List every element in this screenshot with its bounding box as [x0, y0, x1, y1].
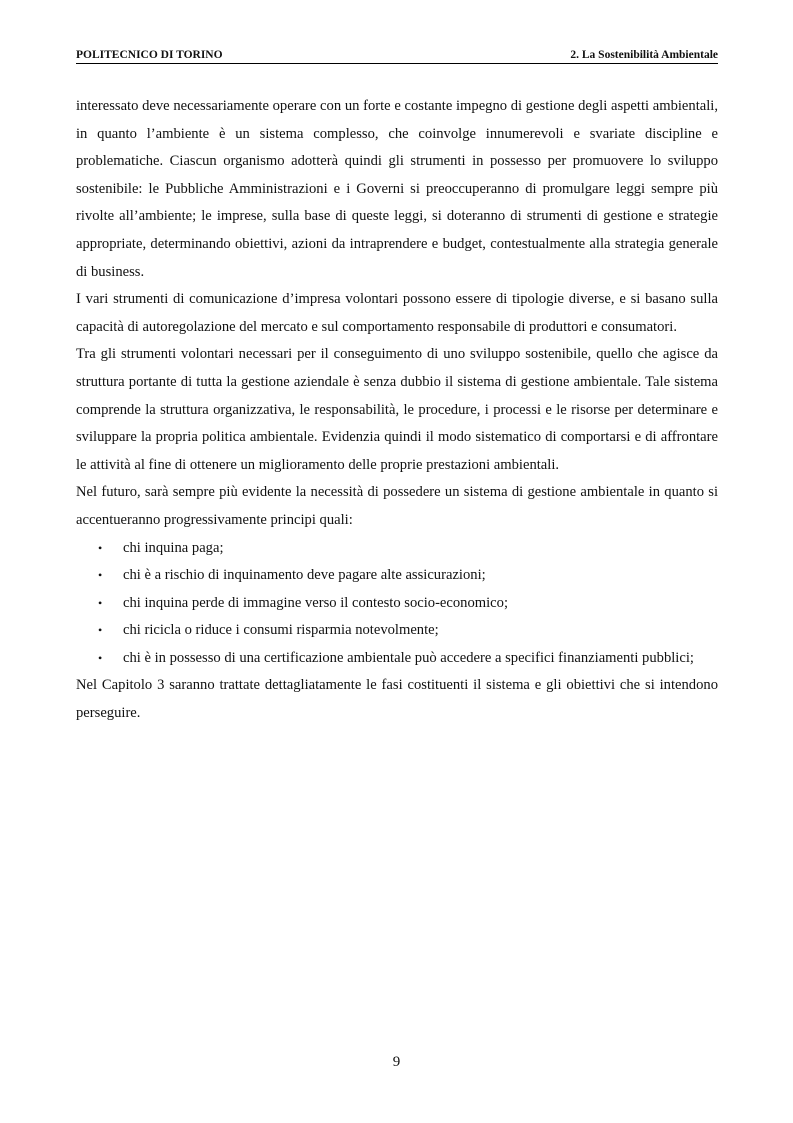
- list-item: [76, 617, 718, 645]
- list-item-text: chi ricicla o riduce i consumi risparmia notevolmente;: [123, 622, 439, 639]
- bullet-icon: •: [98, 568, 103, 583]
- list-item-text: chi è a rischio di inquinamento deve pagare alte assicurazioni;: [123, 567, 486, 584]
- paragraph: I vari strumenti di comunicazione d’impresa volontari possono essere di tipologie diverse, e si basano sulla capacità di autoregolazione del mercato e sul comportamento responsabile di produttori e consumatori.: [76, 291, 718, 335]
- page-number: 9: [392, 1054, 401, 1070]
- body-text: [76, 93, 718, 728]
- list-item: [76, 535, 718, 563]
- bullet-icon: •: [98, 650, 103, 665]
- paragraph: Nel futuro, sarà sempre più evidente la necessità di possedere un sistema di gestione ambientale in quanto si accentueranno progressivamente principi quali:: [76, 484, 718, 528]
- list-item: [76, 562, 718, 590]
- bullet-icon: •: [98, 540, 103, 555]
- closing-paragraph: Nel Capitolo 3 saranno trattate dettagliatamente le fasi costituenti il sistema e gli obiettivi che si intendono perseguire.: [76, 677, 718, 722]
- principles-list: [76, 535, 718, 673]
- header-chapter-title: 2. La Sostenibilità Ambientale: [570, 49, 718, 61]
- paragraph: Tra gli strumenti volontari necessari per il conseguimento di uno sviluppo sostenibile, quello che agisce da struttura portante di tutta la gestione aziendale è senza dubbio il sistema di gestione ambientale. Tale sistema comprende la struttura organizzativa, le responsabilità, le procedure, i processi e le risorse per determinare e sviluppare la propria politica ambientale. Evidenzia quindi il modo sistematico di comportarsi e di affrontare le attività al fine di ottenere un miglioramento delle proprie prestazioni ambientali.: [76, 346, 718, 473]
- bullet-icon: •: [98, 595, 103, 610]
- list-item-text: chi inquina paga;: [123, 539, 224, 556]
- page-header: [76, 49, 718, 64]
- bullet-icon: •: [98, 623, 103, 638]
- list-item: [76, 590, 718, 618]
- paragraph: interessato deve necessariamente operare con un forte e costante impegno di gestione degli aspetti ambientali, in quanto l’ambiente è un sistema complesso, che coinvolge innumerevoli e svariate discipline e problematiche. Ciascun organismo adotterà quindi gli strumenti in possesso per promuovere lo sviluppo sostenibile: le Pubbliche Amministrazioni e i Governi si preoccuperanno di promulgare leggi sempre più rivolte all’ambiente; le imprese, sulla base di queste leggi, si doteranno di strumenti di gestione e strategie appropriate, determinando obiettivi, azioni da intraprendere e budget, contestualmente alla strategia generale di business.: [76, 98, 718, 280]
- list-item-text: chi inquina perde di immagine verso il contesto socio-economico;: [123, 594, 509, 611]
- list-item: [76, 645, 718, 673]
- header-institution: POLITECNICO DI TORINO: [76, 49, 223, 61]
- list-item-text: chi è in possesso di una certificazione ambientale può accedere a specifici finanziamenti pubblici;: [123, 649, 694, 666]
